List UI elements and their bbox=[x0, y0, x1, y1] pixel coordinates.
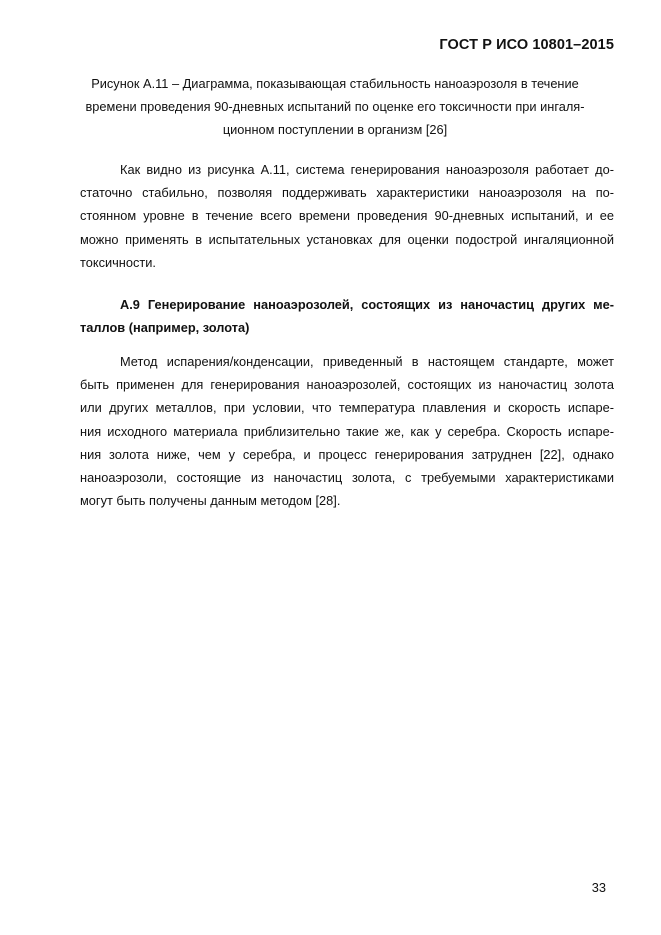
paragraph-line: токсичности. bbox=[80, 254, 156, 270]
section-heading-a9 bbox=[80, 293, 614, 339]
section-heading-line: таллов (например, золота) bbox=[80, 320, 250, 336]
section-heading-line: А.9 Генерирование наноаэрозолей, состоящих из наночастиц других ме- bbox=[120, 297, 614, 312]
paragraph-figure-conclusion bbox=[80, 158, 614, 274]
paragraph-line: Как видно из рисунка А.11, система генерирования наноаэрозоля работает до- bbox=[120, 162, 614, 177]
paragraph-line: стоянном уровне в течение всего времени проведения 90-дневных испытаний, и ее bbox=[80, 208, 614, 224]
paragraph-line: могут быть получены данным методом [28]. bbox=[80, 493, 341, 509]
paragraph-line: ния исходного материала приблизительно такие же, как у серебра. Скорость испаре- bbox=[80, 423, 614, 439]
figure-caption-line: времени проведения 90-дневных испытаний по оценке его токсичности при ингаля- bbox=[85, 99, 585, 114]
paragraph-line: быть применен для генерирования наноаэрозолей, состоящих из наночастиц золота bbox=[80, 377, 614, 393]
paragraph-line: наноаэрозоли, состоящие из наночастиц золота, с требуемыми характеристиками bbox=[80, 470, 614, 486]
page-number: 33 bbox=[591, 880, 606, 895]
paragraph-line: Метод испарения/конденсации, приведенный в настоящем стандарте, может bbox=[120, 354, 614, 369]
paragraph-line: можно применять в испытательных установках для оценки подострой ингаляционной bbox=[80, 231, 614, 247]
paragraph-line: или других металлов, при условии, что температура плавления и скорость испаре- bbox=[80, 400, 614, 416]
document-standard-header: ГОСТ Р ИСО 10801–2015 bbox=[439, 37, 614, 53]
paragraph-method-description bbox=[80, 350, 614, 512]
figure-caption-line: Рисунок А.11 – Диаграмма, показывающая стабильность наноаэрозоля в течение bbox=[91, 76, 579, 91]
figure-caption-line: ционном поступлении в организм [26] bbox=[222, 122, 448, 137]
figure-caption bbox=[80, 72, 590, 141]
paragraph-line: статочно стабильно, позволяя поддерживать характеристики наноаэрозоля на по- bbox=[80, 185, 614, 201]
paragraph-line: ния золота ниже, чем у серебра, и процесс генерирования затруднен [22], однако bbox=[80, 446, 614, 462]
